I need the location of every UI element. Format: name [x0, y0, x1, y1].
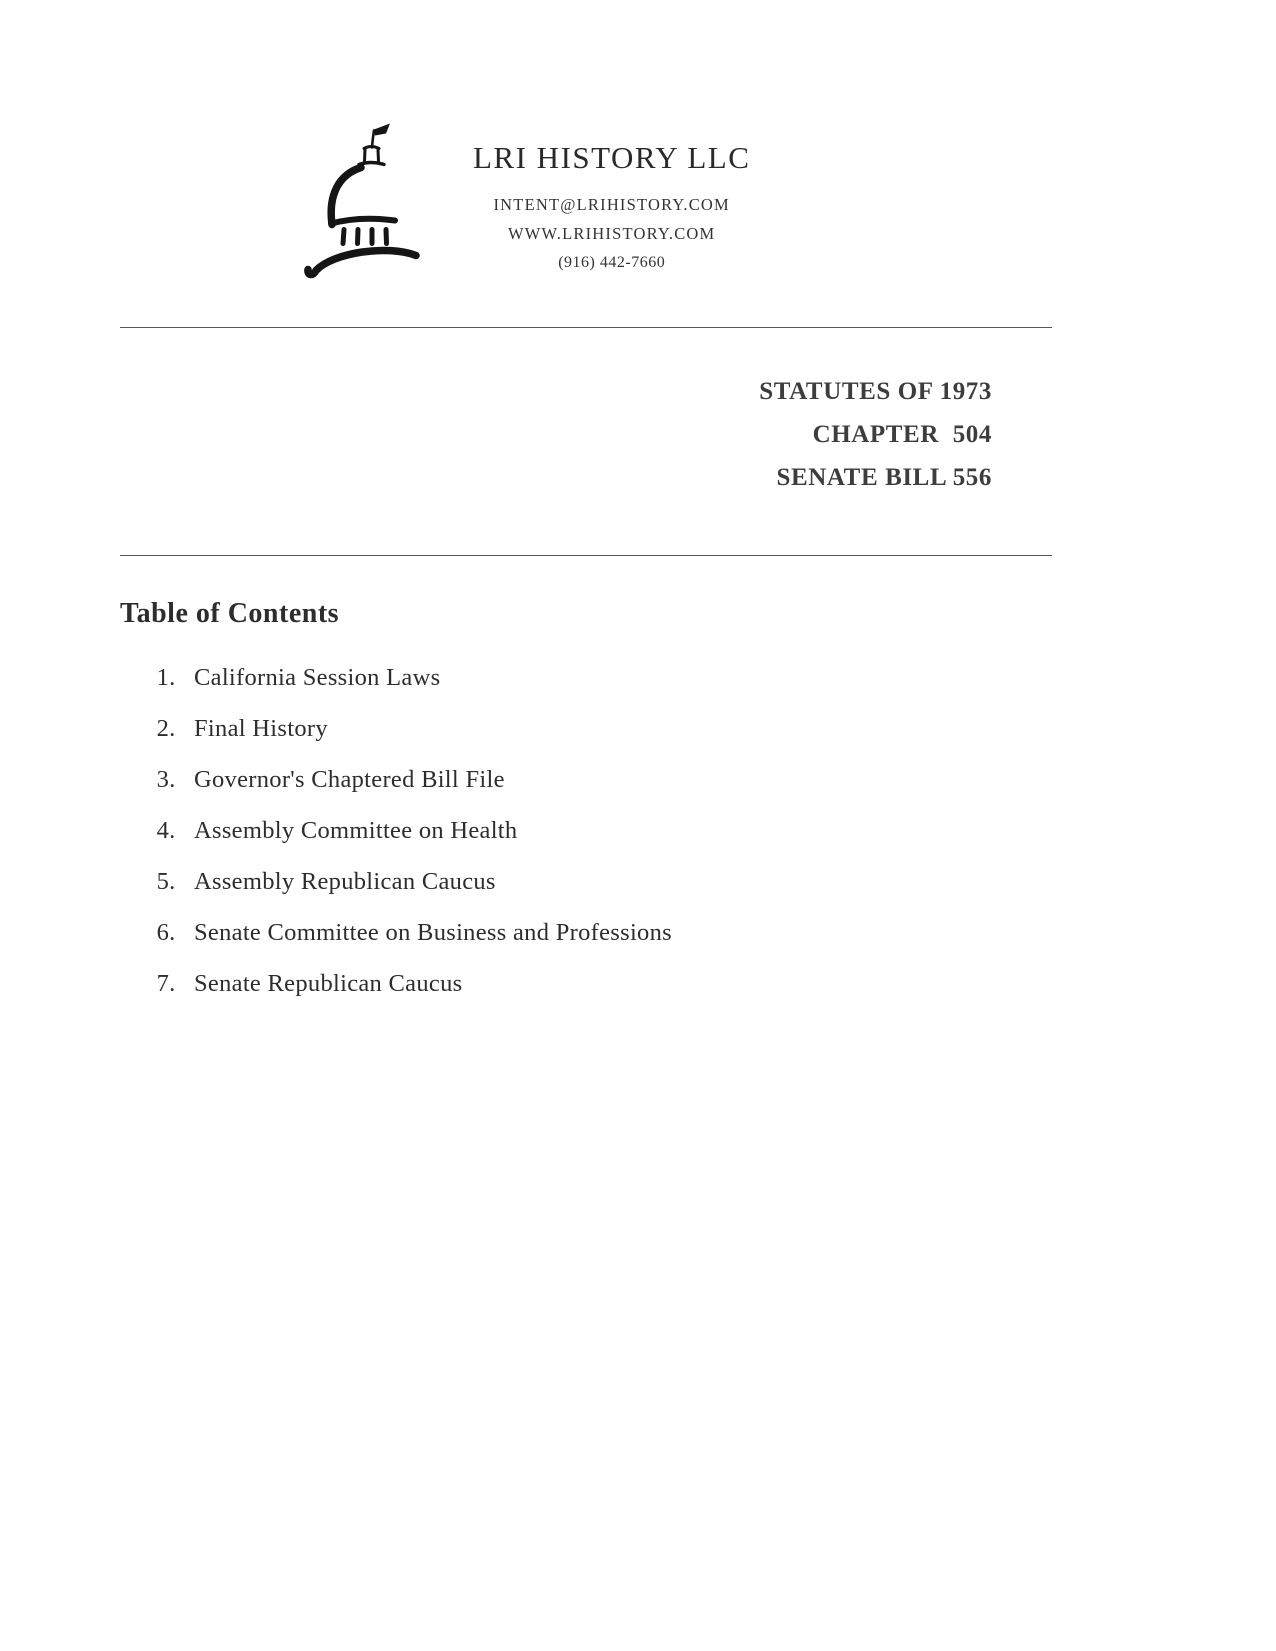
divider-top — [120, 327, 1052, 328]
letterhead — [0, 0, 1276, 283]
toc-item: 4. Assembly Committee on Health — [182, 817, 1052, 845]
toc-item: 1. California Session Laws — [182, 664, 1052, 692]
toc-item: 6. Senate Committee on Business and Professions — [182, 919, 1052, 947]
toc-heading: Table of Contents — [120, 598, 340, 629]
toc-item: 7. Senate Republican Caucus — [182, 970, 1052, 998]
chapter-line: CHAPTER 504 — [812, 421, 992, 448]
senate-bill-line: SENATE BILL 556 — [776, 464, 992, 491]
statutes-line: STATUTES OF 1973 — [759, 378, 992, 405]
toc-list — [120, 664, 1052, 998]
toc-item: 5. Assembly Republican Caucus — [182, 868, 1052, 896]
capitol-dome-logo-icon — [295, 118, 445, 283]
table-of-contents — [120, 598, 1052, 998]
statute-title-block — [120, 370, 1052, 499]
divider-bottom — [120, 555, 1052, 556]
contact-block — [473, 118, 750, 277]
toc-item: 3. Governor's Chaptered Bill File — [182, 766, 1052, 794]
company-name: LRI HISTORY LLC — [473, 140, 751, 175]
company-phone: (916) 442-7660 — [558, 254, 666, 271]
toc-item: 2. Final History — [182, 715, 1052, 743]
company-email: INTENT@LRIHISTORY.COM — [493, 195, 730, 214]
company-website: WWW.LRIHISTORY.COM — [508, 224, 716, 243]
